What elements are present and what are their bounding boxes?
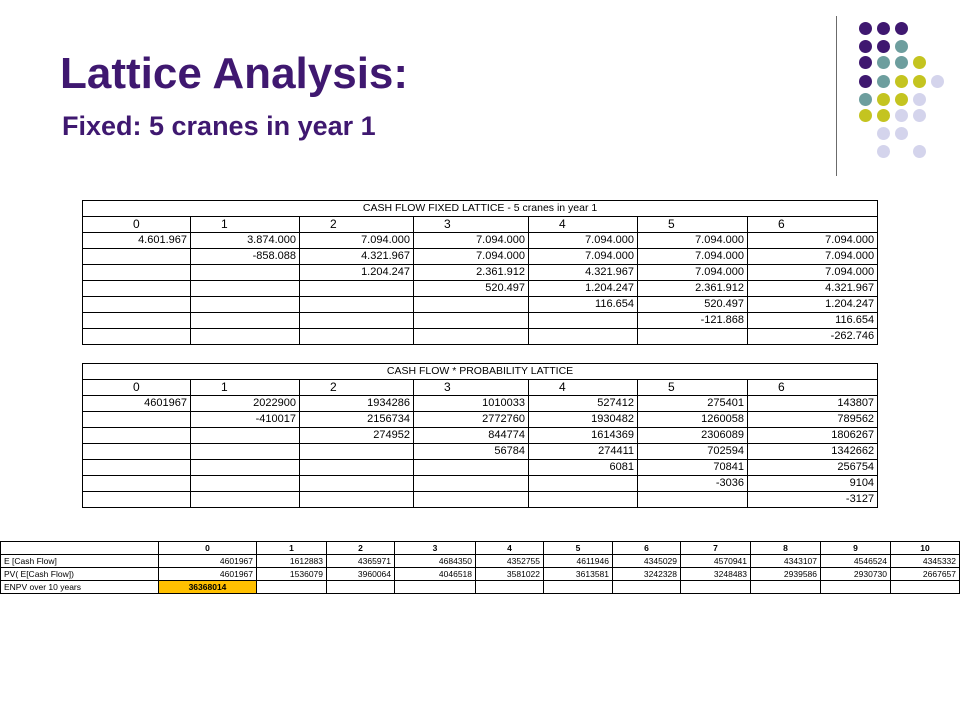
fixed-lattice-cell	[300, 297, 414, 313]
probability-lattice-cell: 274952	[300, 428, 414, 444]
fixed-lattice-cell: 520.497	[414, 281, 529, 297]
probability-lattice-cell: -3036	[638, 476, 748, 492]
decorative-dot	[895, 93, 908, 106]
fixed-lattice-cell: -262.746	[748, 329, 878, 345]
decorative-dot	[913, 75, 926, 88]
probability-lattice-cell	[300, 476, 414, 492]
fixed-lattice-cell	[191, 313, 300, 329]
enpv-value-cell: 4546524	[821, 555, 891, 568]
year-header: 0	[159, 542, 257, 555]
decorative-dot	[895, 56, 908, 69]
fixed-lattice-cell	[83, 313, 191, 329]
probability-lattice-cell: 6081	[529, 460, 638, 476]
enpv-value-cell: 4684350	[395, 555, 476, 568]
decorative-dot	[895, 22, 908, 35]
enpv-value-cell: 4570941	[681, 555, 751, 568]
column-header: 2	[300, 217, 414, 233]
fixed-lattice-cell	[414, 329, 529, 345]
probability-lattice-table	[82, 363, 878, 508]
enpv-value-cell: 4343107	[751, 555, 821, 568]
column-header: 5	[638, 217, 748, 233]
enpv-value-cell: 4352755	[476, 555, 544, 568]
fixed-lattice-cell: 7.094.000	[300, 233, 414, 249]
fixed-lattice-cell: 2.361.912	[638, 281, 748, 297]
probability-lattice-cell: 56784	[414, 444, 529, 460]
decorative-dot	[895, 75, 908, 88]
fixed-lattice-row	[83, 281, 878, 297]
probability-lattice-cell	[83, 460, 191, 476]
fixed-lattice-cell	[191, 329, 300, 345]
empty-cell	[751, 581, 821, 594]
probability-lattice-cell: 789562	[748, 412, 878, 428]
probability-lattice-cell	[414, 476, 529, 492]
probability-lattice-cell: 9104	[748, 476, 878, 492]
fixed-lattice-cell: 4.601.967	[83, 233, 191, 249]
probability-lattice-cell	[529, 492, 638, 508]
fixed-lattice-cell: 7.094.000	[529, 233, 638, 249]
decorative-dot	[913, 109, 926, 122]
decorative-dot	[859, 56, 872, 69]
enpv-value-cell: 4365971	[327, 555, 395, 568]
column-header: 0	[83, 217, 191, 233]
probability-lattice-cell: 275401	[638, 396, 748, 412]
probability-lattice-cell: 1614369	[529, 428, 638, 444]
probability-lattice-cell	[191, 476, 300, 492]
fixed-lattice-cell: 116.654	[748, 313, 878, 329]
probability-lattice-cell	[191, 460, 300, 476]
decorative-dot	[913, 145, 926, 158]
year-header: 2	[327, 542, 395, 555]
empty-cell	[891, 581, 960, 594]
fixed-lattice-cell: 1.204.247	[529, 281, 638, 297]
probability-lattice-row	[83, 476, 878, 492]
enpv-data-row	[1, 555, 960, 568]
column-header: 4	[529, 217, 638, 233]
decorative-dot-grid	[0, 0, 960, 180]
decorative-dot	[895, 109, 908, 122]
decorative-dot	[913, 56, 926, 69]
fixed-lattice-cell: 7.094.000	[748, 265, 878, 281]
fixed-lattice-cell	[414, 313, 529, 329]
decorative-dot	[895, 127, 908, 140]
year-header: 7	[681, 542, 751, 555]
probability-lattice-cell: 702594	[638, 444, 748, 460]
fixed-lattice-cell: 7.094.000	[638, 265, 748, 281]
probability-lattice-cell	[83, 444, 191, 460]
corner-cell	[1, 542, 159, 555]
decorative-dot	[895, 40, 908, 53]
decorative-dot	[877, 22, 890, 35]
enpv-value: 36368014	[159, 581, 257, 594]
enpv-value-cell: 4345029	[613, 555, 681, 568]
empty-cell	[544, 581, 613, 594]
column-header: 2	[300, 380, 414, 396]
fixed-lattice-cell	[83, 329, 191, 345]
year-header: 1	[257, 542, 327, 555]
row-label: E [Cash Flow]	[1, 555, 159, 568]
probability-lattice-cell	[83, 412, 191, 428]
year-header: 10	[891, 542, 960, 555]
empty-cell	[257, 581, 327, 594]
enpv-header-row	[1, 542, 960, 555]
enpv-total-row	[1, 581, 960, 594]
probability-lattice-cell: 256754	[748, 460, 878, 476]
enpv-value-cell: 1612883	[257, 555, 327, 568]
probability-lattice-row	[83, 396, 878, 412]
empty-cell	[613, 581, 681, 594]
enpv-value-cell: 3248483	[681, 568, 751, 581]
decorative-dot	[931, 75, 944, 88]
probability-lattice-cell	[300, 460, 414, 476]
enpv-value-cell: 4611946	[544, 555, 613, 568]
probability-lattice-cell	[83, 428, 191, 444]
probability-lattice-cell: 1930482	[529, 412, 638, 428]
probability-lattice-cell: 844774	[414, 428, 529, 444]
enpv-value-cell: 4601967	[159, 555, 257, 568]
probability-lattice-row	[83, 412, 878, 428]
probability-lattice-cell: 1342662	[748, 444, 878, 460]
probability-lattice-cell: 2022900	[191, 396, 300, 412]
fixed-lattice-cell	[83, 297, 191, 313]
enpv-value-cell: 4046518	[395, 568, 476, 581]
enpv-value-cell: 2667657	[891, 568, 960, 581]
fixed-lattice-row	[83, 313, 878, 329]
decorative-dot	[859, 93, 872, 106]
probability-lattice-row	[83, 428, 878, 444]
enpv-value-cell: 3581022	[476, 568, 544, 581]
fixed-lattice-cell: 7.094.000	[638, 249, 748, 265]
empty-cell	[327, 581, 395, 594]
probability-lattice-row	[83, 444, 878, 460]
fixed-lattice-cell: 116.654	[529, 297, 638, 313]
empty-cell	[821, 581, 891, 594]
probability-lattice-cell: 1010033	[414, 396, 529, 412]
fixed-lattice-cell	[83, 265, 191, 281]
empty-cell	[681, 581, 751, 594]
decorative-dot	[877, 127, 890, 140]
enpv-value-cell: 4601967	[159, 568, 257, 581]
column-header: 5	[638, 380, 748, 396]
probability-lattice-cell: 1260058	[638, 412, 748, 428]
decorative-dot	[877, 109, 890, 122]
empty-cell	[476, 581, 544, 594]
probability-lattice-cell: 143807	[748, 396, 878, 412]
fixed-lattice-cell: 4.321.967	[300, 249, 414, 265]
column-header: 6	[748, 380, 878, 396]
fixed-lattice-cell: 1.204.247	[748, 297, 878, 313]
fixed-lattice-cell	[191, 265, 300, 281]
year-header: 6	[613, 542, 681, 555]
row-label: PV( E[Cash Flow])	[1, 568, 159, 581]
probability-lattice-title: CASH FLOW * PROBABILITY LATTICE	[83, 364, 878, 380]
enpv-value-cell: 3613581	[544, 568, 613, 581]
probability-lattice-cell	[83, 476, 191, 492]
probability-lattice-cell	[83, 492, 191, 508]
enpv-value-cell: 1536079	[257, 568, 327, 581]
decorative-dot	[877, 56, 890, 69]
fixed-lattice-cell: 2.361.912	[414, 265, 529, 281]
enpv-value-cell: 3960064	[327, 568, 395, 581]
fixed-lattice-cell	[638, 329, 748, 345]
year-header: 3	[395, 542, 476, 555]
column-header: 3	[414, 380, 529, 396]
fixed-lattice-cell: -858.088	[191, 249, 300, 265]
fixed-lattice-cell: 7.094.000	[748, 249, 878, 265]
decorative-dot	[877, 145, 890, 158]
year-header: 8	[751, 542, 821, 555]
fixed-lattice-cell: 520.497	[638, 297, 748, 313]
year-header: 9	[821, 542, 891, 555]
fixed-lattice-header-row	[83, 217, 878, 233]
column-header: 4	[529, 380, 638, 396]
enpv-table	[0, 541, 960, 594]
fixed-lattice-cell	[83, 281, 191, 297]
probability-lattice-cell: -3127	[748, 492, 878, 508]
decorative-dot	[877, 40, 890, 53]
decorative-dot	[877, 93, 890, 106]
decorative-dot	[859, 22, 872, 35]
probability-lattice-cell	[414, 492, 529, 508]
decorative-dot	[859, 75, 872, 88]
decorative-dot	[913, 93, 926, 106]
enpv-value-cell: 4345332	[891, 555, 960, 568]
fixed-lattice-row	[83, 297, 878, 313]
enpv-label: ENPV over 10 years	[1, 581, 159, 594]
fixed-lattice-cell: 1.204.247	[300, 265, 414, 281]
column-header: 1	[191, 217, 300, 233]
fixed-lattice-cell: 4.321.967	[748, 281, 878, 297]
probability-lattice-cell: 274411	[529, 444, 638, 460]
fixed-lattice-cell	[300, 281, 414, 297]
probability-lattice-cell: 1806267	[748, 428, 878, 444]
fixed-lattice-cell	[300, 313, 414, 329]
probability-lattice-cell: 2306089	[638, 428, 748, 444]
fixed-lattice-cell	[300, 329, 414, 345]
slide-subtitle: Fixed: 5 cranes in year 1	[62, 111, 376, 141]
probability-lattice-cell	[638, 492, 748, 508]
enpv-value-cell: 3242328	[613, 568, 681, 581]
fixed-lattice-table	[82, 200, 878, 345]
probability-lattice-header-row	[83, 380, 878, 396]
fixed-lattice-cell: 7.094.000	[414, 249, 529, 265]
probability-lattice-cell	[529, 476, 638, 492]
fixed-lattice-row	[83, 233, 878, 249]
probability-lattice-row	[83, 460, 878, 476]
fixed-lattice-cell: -121.868	[638, 313, 748, 329]
enpv-value-cell: 2939586	[751, 568, 821, 581]
probability-lattice-cell	[300, 492, 414, 508]
fixed-lattice-cell: 7.094.000	[638, 233, 748, 249]
decorative-dot	[859, 40, 872, 53]
probability-lattice-cell	[191, 492, 300, 508]
year-header: 5	[544, 542, 613, 555]
slide-title: Lattice Analysis:	[60, 49, 409, 98]
fixed-lattice-cell	[83, 249, 191, 265]
fixed-lattice-cell: 7.094.000	[414, 233, 529, 249]
fixed-lattice-cell: 7.094.000	[748, 233, 878, 249]
enpv-value-cell: 2930730	[821, 568, 891, 581]
fixed-lattice-cell	[529, 313, 638, 329]
fixed-lattice-cell: 7.094.000	[529, 249, 638, 265]
fixed-lattice-cell: 3.874.000	[191, 233, 300, 249]
column-header: 3	[414, 217, 529, 233]
fixed-lattice-title: CASH FLOW FIXED LATTICE - 5 cranes in year 1	[83, 201, 878, 217]
probability-lattice-cell: 527412	[529, 396, 638, 412]
probability-lattice-cell: 4601967	[83, 396, 191, 412]
probability-lattice-row	[83, 492, 878, 508]
probability-lattice-cell: 1934286	[300, 396, 414, 412]
decorative-dot	[859, 109, 872, 122]
probability-lattice-cell	[300, 444, 414, 460]
decorative-dot	[877, 75, 890, 88]
fixed-lattice-cell: 4.321.967	[529, 265, 638, 281]
empty-cell	[395, 581, 476, 594]
fixed-lattice-row	[83, 249, 878, 265]
probability-lattice-cell: 2772760	[414, 412, 529, 428]
fixed-lattice-cell	[414, 297, 529, 313]
enpv-data-row	[1, 568, 960, 581]
probability-lattice-cell: 2156734	[300, 412, 414, 428]
year-header: 4	[476, 542, 544, 555]
column-header: 0	[83, 380, 191, 396]
fixed-lattice-row	[83, 329, 878, 345]
decorative-divider	[836, 16, 837, 176]
fixed-lattice-cell	[191, 281, 300, 297]
column-header: 6	[748, 217, 878, 233]
probability-lattice-cell	[191, 428, 300, 444]
probability-lattice-cell	[191, 444, 300, 460]
fixed-lattice-cell	[191, 297, 300, 313]
fixed-lattice-row	[83, 265, 878, 281]
fixed-lattice-cell	[529, 329, 638, 345]
probability-lattice-cell: 70841	[638, 460, 748, 476]
probability-lattice-cell	[414, 460, 529, 476]
probability-lattice-cell: -410017	[191, 412, 300, 428]
column-header: 1	[191, 380, 300, 396]
